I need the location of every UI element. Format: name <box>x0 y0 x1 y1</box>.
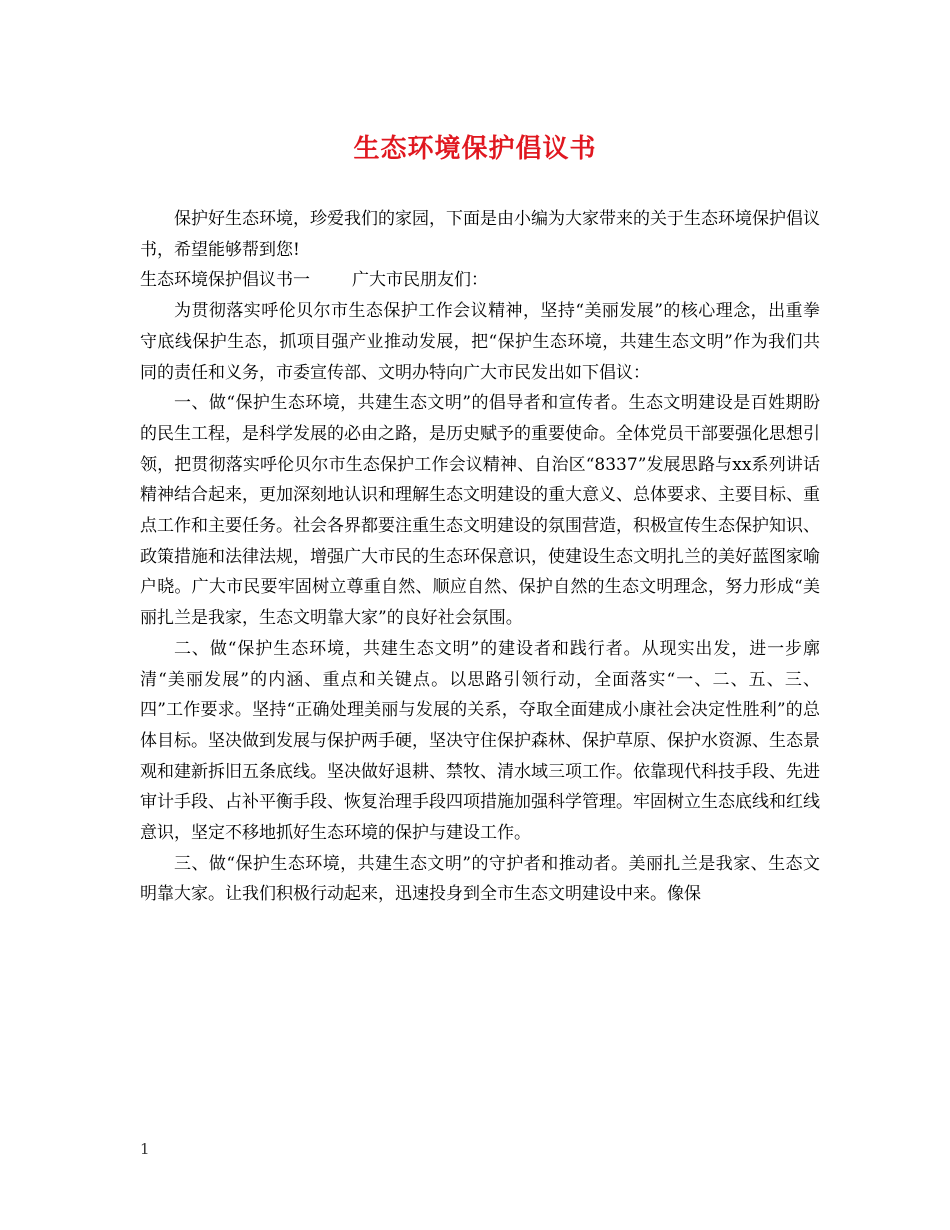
body-paragraph: 二、做“保护生态环境，共建生态文明”的建设者和践行者。从现实出发，进一步廓清“美丽发展”的内涵、重点和关键点。以思路引领行动，全面落实“一、二、五、三、四”工作要求。坚持“正确处理美丽与发展的关系，夺取全面建成小康社会决定性胜利”的总体目标。坚决做到发展与保护两手硬，坚决守住保护森林、保护草原、保护水资源、生态景观和建新拆旧五条底线。坚决做好退耕、禁牧、清水域三项工作。依靠现代科技手段、先进审计手段、占补平衡手段、恢复治理手段四项措施加强科学管理。牢固树立生态底线和红线意识，坚定不移地抓好生态环境的保护与建设工作。 <box>140 638 820 844</box>
body-paragraph: 三、做“保护生态环境，共建生态文明”的守护者和推动者。美丽扎兰是我家、生态文明靠大家。让我们积极行动起来，迅速投身到全市生态文明建设中来。像保 <box>140 853 820 905</box>
document-body <box>140 204 820 910</box>
body-paragraph: 一、做“保护生态环境，共建生态文明”的倡导者和宣传者。生态文明建设是百姓期盼的民生工程，是科学发展的必由之路，是历史赋予的重要使命。全体党员干部要强化思想引领，把贯彻落实呼伦贝尔市生态保护工作会议精神、自治区“8337”发展思路与xx系列讲话精神结合起来，更加深刻地认识和理解生态文明建设的重大意义、总体要求、主要目标、重点工作和主要任务。社会各界都要注重生态文明建设的氛围营造，积极宣传生态保护知识、政策措施和法律法规，增强广大市民的生态环保意识，使建设生态文明扎兰的美好蓝图家喻户晓。广大市民要牢固树立尊重自然、顺应自然、保护自然的生态文明理念，努力形成“美丽扎兰是我家，生态文明靠大家”的良好社会氛围。 <box>140 393 820 629</box>
document-title: 生态环境保护倡议书 <box>353 134 597 164</box>
section-heading: 生态环境保护倡议书一 <box>140 270 310 291</box>
page-number: 1 <box>140 1140 150 1158</box>
body-paragraph: 为贯彻落实呼伦贝尔市生态保护工作会议精神，坚持“美丽发展”的核心理念，出重拳守底线保护生态，抓项目强产业推动发展，把“保护生态环境，共建生态文明”作为我们共同的责任和义务，市委宣传部、文明办特向广大市民发出如下倡议： <box>140 301 820 383</box>
salutation: 广大市民朋友们： <box>352 270 488 291</box>
section-heading-line <box>140 265 820 296</box>
intro-paragraph: 保护好生态环境，珍爱我们的家园，下面是由小编为大家带来的关于生态环境保护倡议书，希望能够帮到您! <box>140 209 820 260</box>
